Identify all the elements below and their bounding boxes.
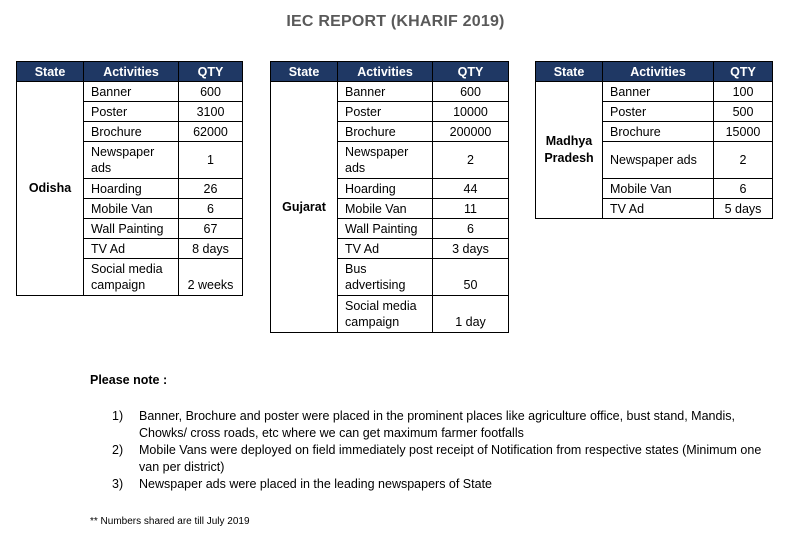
qty-header: QTY: [433, 62, 509, 82]
activity-cell: Banner: [338, 82, 433, 102]
state-header: State: [536, 62, 603, 82]
notes-list: [112, 408, 762, 493]
report-title: IEC REPORT (KHARIF 2019): [286, 13, 505, 30]
qty-cell: 1: [179, 142, 243, 179]
qty-cell: 6: [714, 179, 773, 199]
qty-cell: 44: [433, 179, 509, 199]
qty-cell: 1 day: [433, 296, 509, 333]
activity-cell: Poster: [603, 102, 714, 122]
madhya-pradesh-table: [535, 61, 773, 219]
activity-cell: Brochure: [338, 122, 433, 142]
activity-cell: Hoarding: [338, 179, 433, 199]
qty-cell: 500: [714, 102, 773, 122]
state-cell: Gujarat: [271, 82, 338, 333]
activity-cell: Newspaper ads: [84, 142, 179, 179]
qty-header: QTY: [714, 62, 773, 82]
notes-heading: Please note :: [90, 373, 168, 387]
activity-cell: Brochure: [84, 122, 179, 142]
qty-cell: 2: [714, 142, 773, 179]
activity-cell: Newspaper ads: [338, 142, 433, 179]
activities-header: Activities: [603, 62, 714, 82]
table-header-row: [17, 62, 243, 82]
activity-cell: Newspaper ads: [603, 142, 714, 179]
note-text: Mobile Vans were deployed on field immediately post receipt of Notification from respective states (Minimum one van per district): [139, 443, 762, 474]
footnote: ** Numbers shared are till July 2019: [90, 516, 250, 527]
note-text: Banner, Brochure and poster were placed in the prominent places like agriculture office, bust stand, Mandis, Chowks/ cross roads, etc where we can get maximum farmer footfalls: [139, 409, 735, 440]
qty-cell: 8 days: [179, 239, 243, 259]
list-item: [112, 408, 762, 442]
qty-cell: 11: [433, 199, 509, 219]
qty-cell: 100: [714, 82, 773, 102]
table-row: [17, 82, 243, 102]
activity-cell: TV Ad: [338, 239, 433, 259]
activity-cell: Poster: [84, 102, 179, 122]
odisha-table: [16, 61, 243, 296]
qty-cell: 26: [179, 179, 243, 199]
table-row: [536, 82, 773, 102]
qty-cell: 2: [433, 142, 509, 179]
activity-cell: Mobile Van: [338, 199, 433, 219]
qty-cell: 2 weeks: [179, 259, 243, 296]
qty-cell: 10000: [433, 102, 509, 122]
note-text: Newspaper ads were placed in the leading newspapers of State: [139, 477, 492, 491]
activity-cell: Banner: [84, 82, 179, 102]
table-header-row: [536, 62, 773, 82]
qty-header: QTY: [179, 62, 243, 82]
state-cell: Madhya Pradesh: [536, 82, 603, 219]
table-header-row: [271, 62, 509, 82]
qty-cell: 6: [433, 219, 509, 239]
qty-cell: 600: [179, 82, 243, 102]
activity-cell: Hoarding: [84, 179, 179, 199]
activity-cell: Wall Painting: [84, 219, 179, 239]
qty-cell: 600: [433, 82, 509, 102]
list-item: [112, 476, 762, 493]
gujarat-table: [270, 61, 509, 333]
qty-cell: 3 days: [433, 239, 509, 259]
qty-cell: 3100: [179, 102, 243, 122]
qty-cell: 5 days: [714, 199, 773, 219]
activity-cell: Mobile Van: [84, 199, 179, 219]
activity-cell: TV Ad: [84, 239, 179, 259]
qty-cell: 200000: [433, 122, 509, 142]
activity-cell: TV Ad: [603, 199, 714, 219]
activity-cell: Social media campaign: [84, 259, 179, 296]
qty-cell: 15000: [714, 122, 773, 142]
state-cell: Odisha: [17, 82, 84, 296]
note-number: 3): [112, 477, 124, 491]
activity-cell: Wall Painting: [338, 219, 433, 239]
activity-cell: Social media campaign: [338, 296, 433, 333]
activities-header: Activities: [338, 62, 433, 82]
qty-cell: 6: [179, 199, 243, 219]
state-header: State: [17, 62, 84, 82]
state-header: State: [271, 62, 338, 82]
note-number: 2): [112, 443, 124, 457]
activities-header: Activities: [84, 62, 179, 82]
activity-cell: Mobile Van: [603, 179, 714, 199]
qty-cell: 50: [433, 259, 509, 296]
activity-cell: Poster: [338, 102, 433, 122]
qty-cell: 67: [179, 219, 243, 239]
table-row: [271, 82, 509, 102]
activity-cell: Bus advertising: [338, 259, 433, 296]
activity-cell: Banner: [603, 82, 714, 102]
activity-cell: Brochure: [603, 122, 714, 142]
list-item: [112, 442, 762, 476]
qty-cell: 62000: [179, 122, 243, 142]
note-number: 1): [112, 409, 124, 423]
